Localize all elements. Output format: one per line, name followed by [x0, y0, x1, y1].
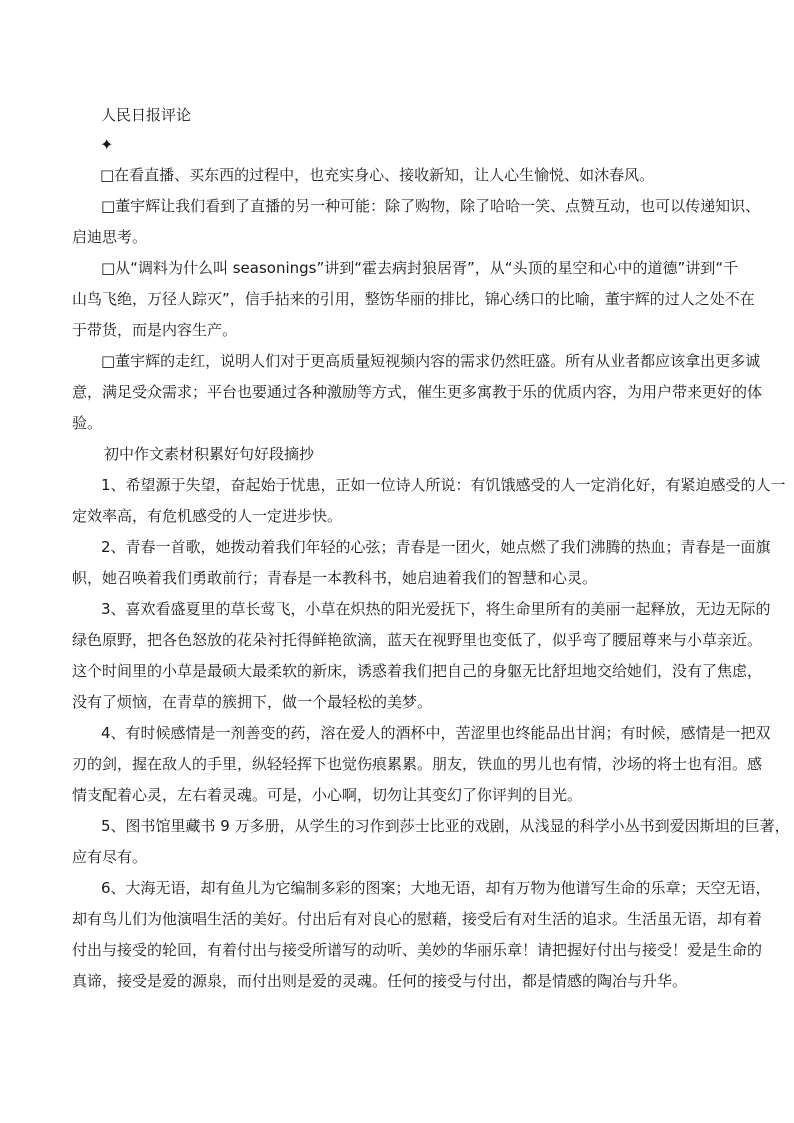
- paragraph-line: 意，满足受众需求；平台也要通过各种激励等方式，催生更多寓教于乐的优质内容，为用户带来更好的体: [72, 383, 763, 401]
- paragraph-line: 启迪思考。: [72, 228, 148, 246]
- paragraph-1: [101, 160, 729, 191]
- excerpt-6: [72, 873, 771, 997]
- paragraph-line: 这个时间里的小草是最硕大最柔软的新床，诱惑着我们把自己的身躯无比舒坦地交给她们，没有了焦虑，: [72, 662, 763, 680]
- excerpt-1: [72, 470, 786, 532]
- paragraph-line: □董宇辉的走红，说明人们对于更高质量短视频内容的需求仍然旺盛。所有从业者都应该拿出更多诚: [101, 352, 761, 370]
- section-title: 初中作文素材积累好句好段摘抄: [104, 445, 315, 463]
- paragraph-line: 付出与接受的轮回，有着付出与接受所谱写的动听、美妙的华丽乐章！请把握好付出与接受！爱是生命的: [72, 941, 763, 959]
- excerpt-4: [72, 718, 771, 811]
- paragraph-line: 真谛，接受是爱的源泉，而付出则是爱的灵魂。任何的接受与付出，都是情感的陶冶与升华。: [72, 972, 688, 990]
- paragraph-line: 却有鸟儿们为他演唱生活的美好。付出后有对良心的慰藉，接受后有对生活的追求。生活虽无语，却有着: [72, 910, 763, 928]
- paragraph-line: 1、希望源于失望，奋起始于忧患，正如一位诗人所说：有饥饿感受的人一定消化好，有紧迫感受的人一: [101, 476, 786, 494]
- paragraph-line: 刃的剑，握在敌人的手里，纵轻轻挥下也觉伤痕累累。朋友，铁血的男儿也有情，沙场的将士也有泪。感: [72, 755, 763, 773]
- paragraph-3: [72, 253, 755, 346]
- paragraph-line: 没有了烦恼，在青草的簇拥下，做一个最轻松的美梦。: [72, 693, 433, 711]
- paragraph-line: 5、图书馆里藏书 9 万多册，从学生的习作到莎士比亚的戏剧，从浅显的科学小丛书到爱因斯坦的巨著，: [101, 817, 790, 835]
- paragraph-line: □在看直播、买东西的过程中，也充实身心、接收新知，让人心生愉悦、如沐春风。: [100, 166, 655, 184]
- excerpt-2: [72, 532, 771, 594]
- header-title: 人民日报评论: [101, 106, 192, 124]
- paragraph-line: 2、青春一首歌，她拨动着我们年轻的心弦；青春是一团火，她点燃了我们沸腾的热血；青春是一面旗: [101, 538, 771, 556]
- paragraph-line: 定效率高，有危机感受的人一定进步快。: [72, 507, 343, 525]
- paragraph-line: 6、大海无语，却有鱼儿为它编制多彩的图案；大地无语，却有万物为他谱写生命的乐章；天空无语，: [101, 879, 771, 897]
- paragraph-line: □从“调料为什么叫 seasonings”讲到“霍去病封狼居胥”，从“头顶的星空和心中的道德”讲到“千: [101, 259, 739, 277]
- paragraph-2: [72, 191, 761, 253]
- paragraph-line: □董宇辉让我们看到了直播的另一种可能：除了购物，除了哈哈一笑、点赞互动，也可以传递知识、: [101, 197, 761, 215]
- paragraph-line: 4、有时候感情是一剂善变的药，溶在爱人的酒杯中，苦涩里也终能品出甘润；有时候，感情是一把双: [101, 724, 771, 742]
- paragraph-line: 绿色原野，把各色怒放的花朵衬托得鲜艳欲滴，蓝天在视野里也变低了，似乎弯了腰屈尊来与小草亲近。: [72, 631, 763, 649]
- paragraph-line: 3、喜欢看盛夏里的草长莺飞，小草在炽热的阳光爱抚下，将生命里所有的美丽一起释放，无边无际的: [101, 600, 771, 618]
- paragraph-line: 应有尽有。: [72, 848, 148, 866]
- paragraph-line: 山鸟飞绝，万径人踪灭”，信手拈来的引用，整饬华丽的排比，锦心绣口的比喻，董宇辉的过人之处不在: [72, 290, 755, 308]
- paragraph-line: 验。: [72, 414, 103, 432]
- excerpt-5: [72, 811, 790, 873]
- paragraph-4: [72, 346, 763, 439]
- document-body: [72, 100, 790, 997]
- paragraph-line: 于带货，而是内容生产。: [72, 321, 238, 339]
- paragraph-line: 帜，她召唤着我们勇敢前行；青春是一本教科书，她启迪着我们的智慧和心灵。: [72, 569, 598, 587]
- star-icon: ✦: [100, 135, 114, 154]
- paragraph-line: 情支配着心灵，左右着灵魂。可是，小心啊，切勿让其变幻了你评判的目光。: [72, 786, 583, 804]
- excerpt-3: [72, 594, 771, 718]
